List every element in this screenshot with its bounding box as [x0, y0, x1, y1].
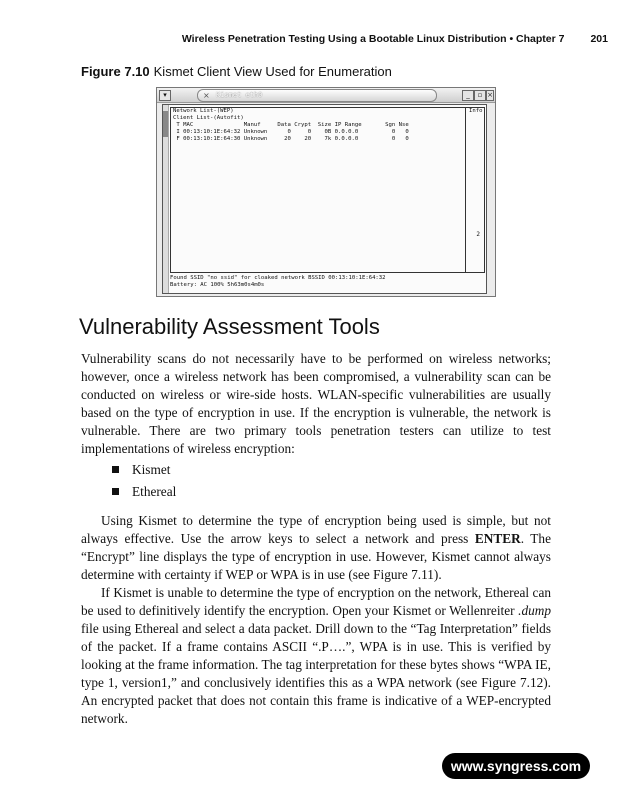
list-item: [108, 462, 176, 484]
info-pane: [465, 107, 485, 273]
paragraph-3-text-b: file using Ethereal and select a data packet. Drill down to the “Tag Interpretation” fields of the packet. If a frame contains ASCII “.P….”, WPA is in use. This is verified by looking at the frame information. The tag interpretation for these bytes shows “WPA IE, type 1, version1,” and conclusively identifies this as a WPA network (see Figure 7.12). An encrypted packet that does not contain this frame is indicative of a WEP-encrypted network.: [81, 621, 551, 726]
terminal-scrollbar[interactable]: [163, 105, 169, 293]
client-row[interactable]: I 00:13:10:1E:64:32 Unknown 0 0 0B 0.0.0.0 0 0: [173, 129, 409, 135]
list-item: [108, 484, 176, 506]
list-item-label: Kismet: [132, 462, 171, 477]
close-window-icon[interactable]: ×: [487, 91, 493, 99]
battery-line: Battery: AC 100% 5h63m0s4m0s: [170, 282, 265, 288]
paragraph-3: [81, 584, 551, 728]
maximize-icon[interactable]: ▫: [474, 90, 486, 101]
kismet-screenshot: [156, 87, 496, 297]
section-heading: Vulnerability Assessment Tools: [79, 314, 380, 339]
client-row[interactable]: F 00:13:10:1E:64:30 Unknown 20 20 7k 0.0.0.0 0 0: [173, 136, 409, 142]
paragraph-2: [81, 512, 551, 584]
page-number: 201: [590, 33, 608, 45]
enter-key-text: ENTER: [474, 531, 521, 546]
paragraph-1: Vulnerability scans do not necessarily have to be performed on wireless networks; however, once a wireless network has been compromised, a vulnerability scan can be conducted on wireless or wire-side hosts. WLAN-specific vulnerabilities are usually based on the type of encryption in use. If the encryption is vulnerable, the network is vulnerable. There are two primary tools penetration testers can utilize to test implementations of wireless encryption:: [81, 351, 551, 456]
running-title: Wireless Penetration Testing Using a Bootable Linux Distribution • Chapter 7: [181, 33, 565, 45]
window-titlebar: [157, 88, 495, 103]
window-tab[interactable]: [197, 89, 437, 102]
network-list-pane: [170, 107, 466, 273]
figure-label: Figure 7.10: [81, 64, 150, 79]
dump-extension: .dump: [518, 603, 551, 618]
tab-close-icon[interactable]: ×: [203, 91, 210, 100]
paragraph-2-text-b: . The “Encrypt” line displays the type of encryption in use. However, Kismet cannot always determine with certainty if WEP or WPA is in use (see Figure 7.11).: [81, 531, 551, 582]
info-number: 2: [476, 231, 480, 238]
terminal-line: Network List-(WEP): [173, 108, 234, 114]
tab-title: Kismet eth0: [216, 91, 263, 99]
scrollbar-thumb[interactable]: [163, 111, 168, 137]
info-label: Info: [469, 108, 483, 114]
minimize-icon[interactable]: _: [462, 90, 474, 101]
list-item-label: Ethereal: [132, 484, 177, 499]
bullet-icon: [112, 466, 119, 473]
bullet-icon: [112, 488, 119, 495]
figure-caption: [81, 64, 392, 79]
terminal-area: [162, 104, 487, 294]
website-badge[interactable]: www.syngress.com: [442, 753, 590, 779]
paragraph-3-text-a: If Kismet is unable to determine the type of encryption on the network, Ethereal can be used to definitively identify the encryption. Open your Kismet or Wellenreiter: [81, 585, 551, 618]
window-menu-icon[interactable]: ▾: [159, 90, 171, 101]
terminal-line: T MAC Manuf Data Crypt Size IP Range Sgn Nse: [173, 122, 409, 128]
terminal-line: Client List-(Autofit): [173, 115, 244, 121]
running-head: [0, 33, 608, 45]
paragraph-2-text-a: Using Kismet to determine the type of encryption being used is simple, but not always effective. Use the arrow keys to select a network and press: [81, 513, 551, 546]
tool-list: [108, 462, 176, 506]
status-line: Found SSID "no ssid" for cloaked network BSSID 00:13:10:1E:64:32: [170, 275, 386, 281]
figure-caption-text: Kismet Client View Used for Enumeration: [153, 64, 392, 79]
